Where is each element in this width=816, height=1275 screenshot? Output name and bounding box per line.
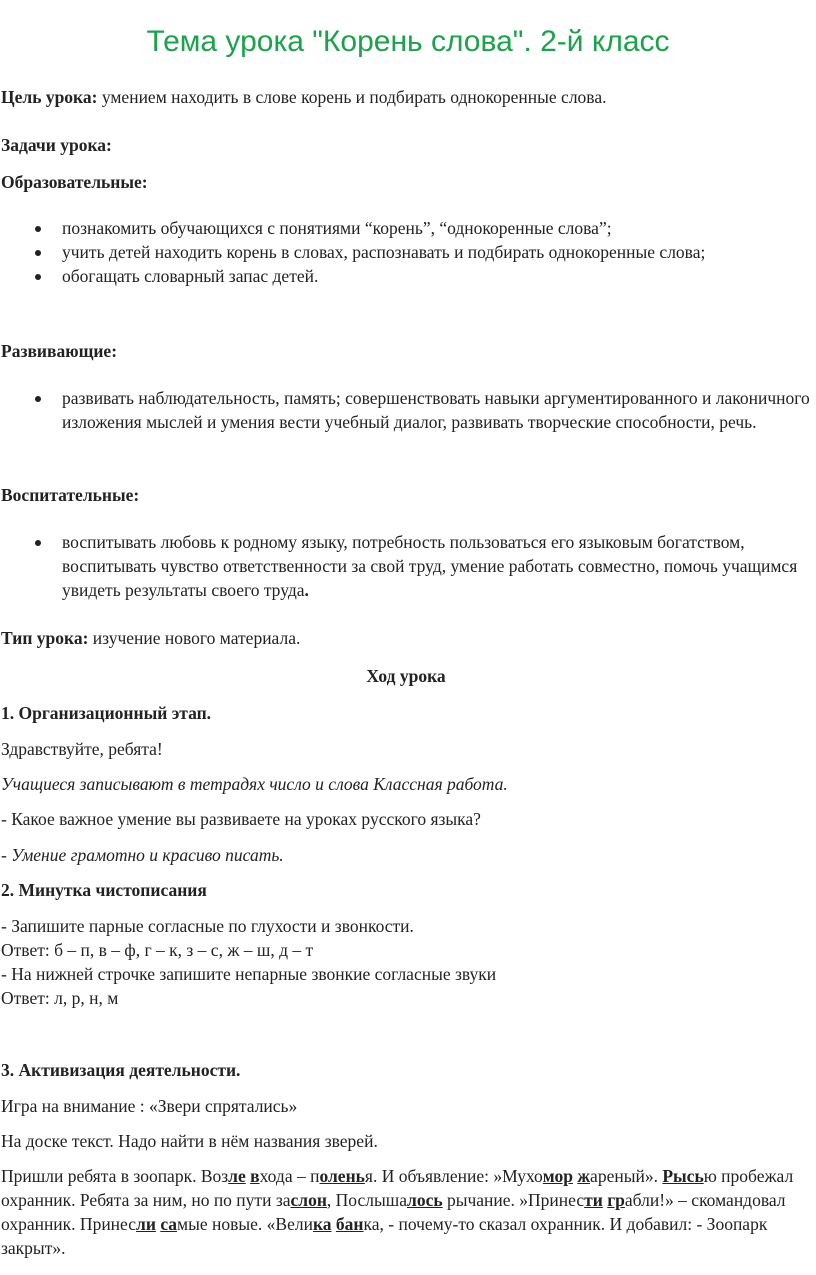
story-text-segment: ареный».	[590, 1166, 663, 1186]
list-item: учить детей находить корень в словах, распознавать и подбирать однокоренные слова;	[62, 240, 816, 264]
story-text-segment: Пришли ребята в зоопарк. Воз	[1, 1166, 229, 1186]
lesson-type-text: изучение нового материала.	[88, 628, 301, 648]
upbringing-item-end: .	[304, 580, 309, 600]
lesson-goal-label: Цель урока:	[1, 87, 98, 107]
story-text-segment: я. И объявление: »Мухо	[364, 1166, 543, 1186]
lesson-goal	[1, 85, 811, 109]
hidden-animal-fragment: гр	[607, 1190, 625, 1210]
lesson-flow-heading: Ход урока	[366, 666, 446, 686]
hidden-animal-fragment: лось	[407, 1190, 443, 1210]
stage1-instruction: Учащиеся записывают в тетрадях число и слова Классная работа.	[1, 774, 508, 794]
hidden-animal-fragment: олень	[319, 1166, 365, 1186]
lesson-type-label: Тип урока:	[1, 628, 89, 648]
stage3-task: На доске текст. Надо найти в нём названия зверей.	[1, 1131, 378, 1151]
stage3-game: Игра на внимание : «Звери спрятались»	[1, 1096, 298, 1116]
story-text-segment: , Послыша	[326, 1190, 407, 1210]
stage1-answer	[1, 843, 811, 867]
story-text-segment: хода – п	[259, 1166, 320, 1186]
list-item: развивать наблюдательность, память; совершенствовать навыки аргументированного и лаконичного изложения мыслей и умения вести учебный диалог, развивать творческие способности, речь.	[62, 386, 816, 434]
stage2-line: Ответ: б – п, в – ф, г – к, з – с, ж – ш, д – т	[1, 940, 314, 960]
hidden-animal-fragment: ти	[584, 1190, 603, 1210]
upbringing-list	[28, 530, 816, 602]
stage2-line: - На нижней строчке запишите непарные звонкие согласные звуки	[1, 964, 497, 984]
hidden-animal-fragment: в	[250, 1166, 260, 1186]
developing-list	[28, 386, 816, 434]
stage1-answer-text: Умение грамотно и красиво писать.	[11, 845, 284, 865]
page-title: Тема урока "Корень слова". 2-й класс	[146, 25, 670, 58]
list-item: познакомить обучающихся с понятиями “корень”, “однокоренные слова”;	[62, 216, 816, 240]
story-text-segment: мые новые. «Вели	[177, 1214, 313, 1234]
hidden-animal-fragment: мор	[542, 1166, 573, 1186]
story-text-segment: ю пробежал охранник. Ребята за ним, но по пути за	[1, 1166, 794, 1210]
story-text-segment: рычание. »Принес	[442, 1190, 585, 1210]
hidden-animal-fragment: Рысь	[662, 1166, 704, 1186]
educational-list	[28, 216, 816, 288]
stage1-question: - Какое важное умение вы развиваете на уроках русского языка?	[1, 809, 481, 829]
upbringing-heading: Воспитательные:	[1, 485, 140, 505]
tasks-heading: Задачи урока:	[1, 135, 112, 155]
stage3-story	[1, 1164, 811, 1260]
story-text-segment: абли!» – скомандовал охранник. Принес	[1, 1190, 786, 1234]
hidden-animal-fragment: ж	[577, 1166, 591, 1186]
story-text-segment: ка, - почему-то сказал охранник. И добавил: - Зоопарк закрыт».	[1, 1214, 768, 1258]
hidden-animal-fragment: са	[160, 1214, 178, 1234]
list-item	[62, 530, 816, 602]
stage2-line: Ответ: л, р, н, м	[1, 988, 119, 1008]
list-item: обогащать словарный запас детей.	[62, 264, 816, 288]
hidden-animal-fragment: ли	[136, 1214, 156, 1234]
upbringing-item-text: воспитывать любовь к родному языку, потребность пользоваться его языковым богатством, воспитывать чувство ответственности за свой труд, умение работать совместно, помочь учащимся увидеть результаты своего труда	[62, 532, 798, 600]
stage3-heading: 3. Активизация деятельности.	[1, 1060, 241, 1080]
stage1-answer-dash: -	[1, 845, 12, 865]
educational-heading: Образовательные:	[1, 172, 148, 192]
lesson-goal-text: умением находить в слове корень и подбирать однокоренные слова.	[97, 87, 607, 107]
stage1-greeting: Здравствуйте, ребята!	[1, 739, 163, 759]
stage1-heading: 1. Организационный этап.	[1, 703, 212, 723]
developing-heading: Развивающие:	[1, 341, 118, 361]
lesson-type	[1, 626, 811, 650]
hidden-animal-fragment: бан	[335, 1214, 364, 1234]
hidden-animal-fragment: слон	[290, 1190, 327, 1210]
hidden-animal-fragment: ка	[312, 1214, 332, 1234]
stage2-heading: 2. Минутка чистописания	[1, 880, 207, 900]
stage2-line: - Запишите парные согласные по глухости и звонкости.	[1, 916, 414, 936]
hidden-animal-fragment: ле	[228, 1166, 246, 1186]
